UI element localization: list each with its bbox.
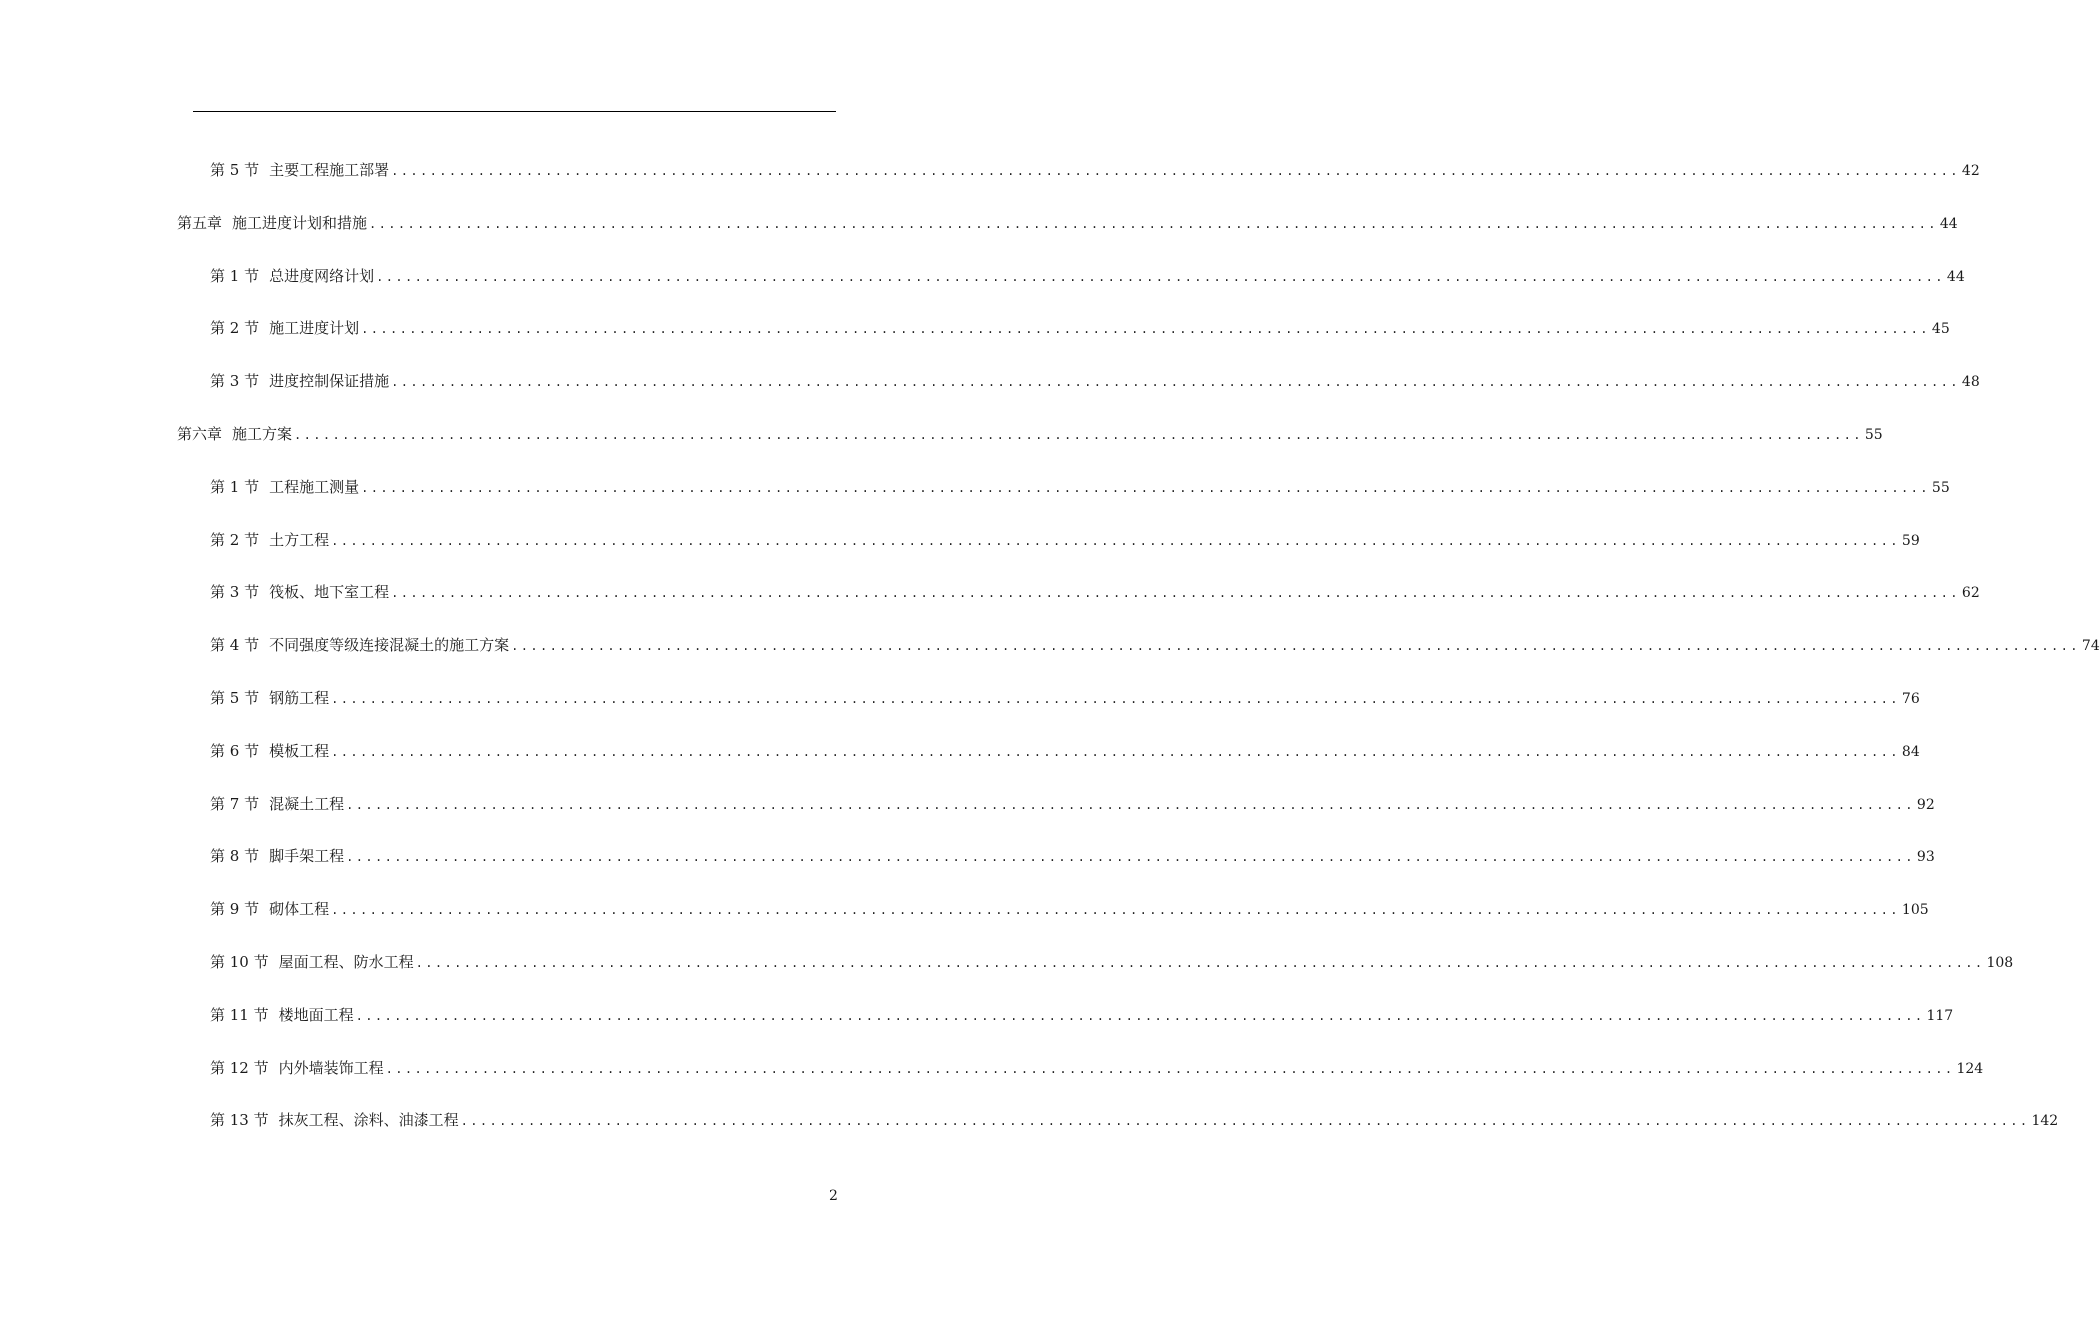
toc-entry-number: 第 11 节: [210, 1005, 269, 1024]
toc-entry-number: 第 1 节: [210, 266, 260, 285]
toc-entry-title: 脚手架工程: [269, 847, 345, 866]
toc-dot-leader: [331, 687, 1900, 711]
toc-entry-number: 第 1 节: [210, 477, 260, 496]
toc-entry-section[interactable]: [0, 475, 1950, 499]
toc-dot-leader: [369, 212, 1938, 236]
toc-dot-leader: [331, 740, 1900, 764]
toc-entry-section[interactable]: [0, 897, 1929, 921]
toc-entry-title: 楼地面工程: [278, 1005, 354, 1024]
toc-entry-page: 62: [1961, 585, 1980, 602]
toc-entry-number: 第 7 节: [210, 794, 260, 813]
toc-dot-leader: [361, 317, 1930, 341]
toc-entry-section[interactable]: [0, 792, 1935, 816]
toc-dot-leader: [331, 898, 1900, 922]
toc-entry-page: 108: [1986, 955, 2014, 971]
toc-entry-title: 土方工程: [269, 530, 330, 549]
toc-dot-leader: [391, 370, 1960, 394]
toc-entry-title: 施工进度计划和措施: [232, 213, 368, 232]
toc-entry-section[interactable]: [0, 1003, 1954, 1027]
toc-entry-title: 筏板、地下室工程: [269, 583, 390, 602]
toc-entry-section[interactable]: [0, 1056, 1984, 1080]
toc-entry-title: 总进度网络计划: [269, 266, 375, 285]
toc-entry-page: 55: [1931, 479, 1950, 496]
toc-entry-title: 砌体工程: [269, 900, 330, 919]
toc-entry-page: 124: [1956, 1060, 1984, 1077]
toc-entry-section[interactable]: [0, 1108, 2059, 1132]
toc-dot-leader: [331, 529, 1900, 553]
toc-entry-section[interactable]: [0, 580, 1980, 604]
toc-entry-section[interactable]: [0, 739, 1920, 763]
toc-entry-number: 第 2 节: [210, 530, 260, 549]
toc-entry-number: 第 6 节: [210, 741, 260, 760]
toc-entry-page: 74: [2081, 638, 2100, 655]
toc-entry-section[interactable]: [0, 686, 1920, 710]
toc-entry-title: 主要工程施工部署: [269, 161, 390, 179]
toc-entry-number: 第 12 节: [210, 1058, 269, 1077]
toc-entry-page: 45: [1931, 321, 1950, 338]
toc-entry-title: 屋面工程、防水工程: [278, 953, 414, 971]
toc-entry-page: 76: [1901, 691, 1920, 707]
toc-entry-number: 第 13 节: [210, 1111, 269, 1130]
toc-entry-page: 55: [1864, 427, 1883, 443]
toc-entry-page: 117: [1926, 1007, 1954, 1024]
toc-entry-title: 不同强度等级连接混凝土的施工方案: [269, 636, 510, 655]
toc-entry-page: 42: [1961, 163, 1980, 179]
toc-entry-number: 第 9 节: [210, 900, 260, 919]
toc-entry-number: 第 2 节: [210, 319, 260, 338]
toc-entry-number: 第 3 节: [210, 372, 260, 391]
toc-entry-chapter[interactable]: [0, 211, 1958, 235]
toc-entry-number: 第 5 节: [210, 161, 260, 179]
toc-dot-leader: [356, 1004, 1925, 1028]
toc-entry-number: 第 5 节: [210, 689, 260, 707]
toc-entry-number: 第 4 节: [210, 636, 260, 655]
toc-entry-section[interactable]: [0, 264, 1965, 288]
toc-entry-title: 施工方案: [232, 425, 293, 443]
toc-entry-number: 第五章: [177, 213, 223, 232]
toc-dot-leader: [294, 423, 1863, 447]
toc-entry-title: 混凝土工程: [269, 794, 345, 813]
toc-entry-section[interactable]: [0, 158, 1980, 182]
toc-entry-page: 93: [1916, 849, 1935, 866]
toc-dot-leader: [416, 951, 1985, 975]
toc-entry-page: 84: [1901, 743, 1920, 760]
toc-entry-title: 钢筋工程: [269, 689, 330, 707]
toc-entry-page: 105: [1901, 902, 1929, 919]
toc-dot-leader: [376, 265, 1945, 289]
toc-dot-leader: [461, 1109, 2030, 1133]
toc-entry-title: 内外墙装饰工程: [278, 1058, 384, 1077]
toc-dot-leader: [361, 476, 1930, 500]
toc-entry-title: 抹灰工程、涂料、油漆工程: [278, 1111, 459, 1130]
toc-entry-chapter[interactable]: [0, 422, 1883, 446]
toc-entry-section[interactable]: [0, 316, 1950, 340]
toc-entry-page: 44: [1946, 268, 1965, 285]
toc-entry-title: 进度控制保证措施: [269, 372, 390, 391]
toc-entry-title: 工程施工测量: [269, 477, 360, 496]
toc-entry-section[interactable]: [0, 528, 1920, 552]
toc-entry-number: 第六章: [177, 425, 223, 443]
toc-entry-title: 施工进度计划: [269, 319, 360, 338]
toc-entry-page: 142: [2031, 1113, 2059, 1130]
toc-entry-number: 第 3 节: [210, 583, 260, 602]
header-rule: [193, 111, 836, 112]
toc-entry-section[interactable]: [0, 633, 2100, 657]
toc-entry-section[interactable]: [0, 844, 1935, 868]
toc-entry-page: 48: [1961, 374, 1980, 391]
toc-entry-page: 92: [1916, 796, 1935, 813]
toc-dot-leader: [346, 845, 1915, 869]
toc-entry-section[interactable]: [0, 369, 1980, 393]
toc-dot-leader: [391, 159, 1960, 183]
toc-entry-page: 44: [1939, 215, 1958, 232]
toc-dot-leader: [511, 634, 2080, 658]
toc-entry-section[interactable]: [0, 950, 2014, 974]
footer-page-number: 2: [829, 1188, 838, 1204]
toc-entry-number: 第 8 节: [210, 847, 260, 866]
toc-dot-leader: [386, 1057, 1955, 1081]
toc-entry-page: 59: [1901, 532, 1920, 549]
toc-entry-title: 模板工程: [269, 741, 330, 760]
toc-dot-leader: [346, 793, 1915, 817]
toc-dot-leader: [391, 581, 1960, 605]
toc-entry-number: 第 10 节: [210, 953, 269, 971]
